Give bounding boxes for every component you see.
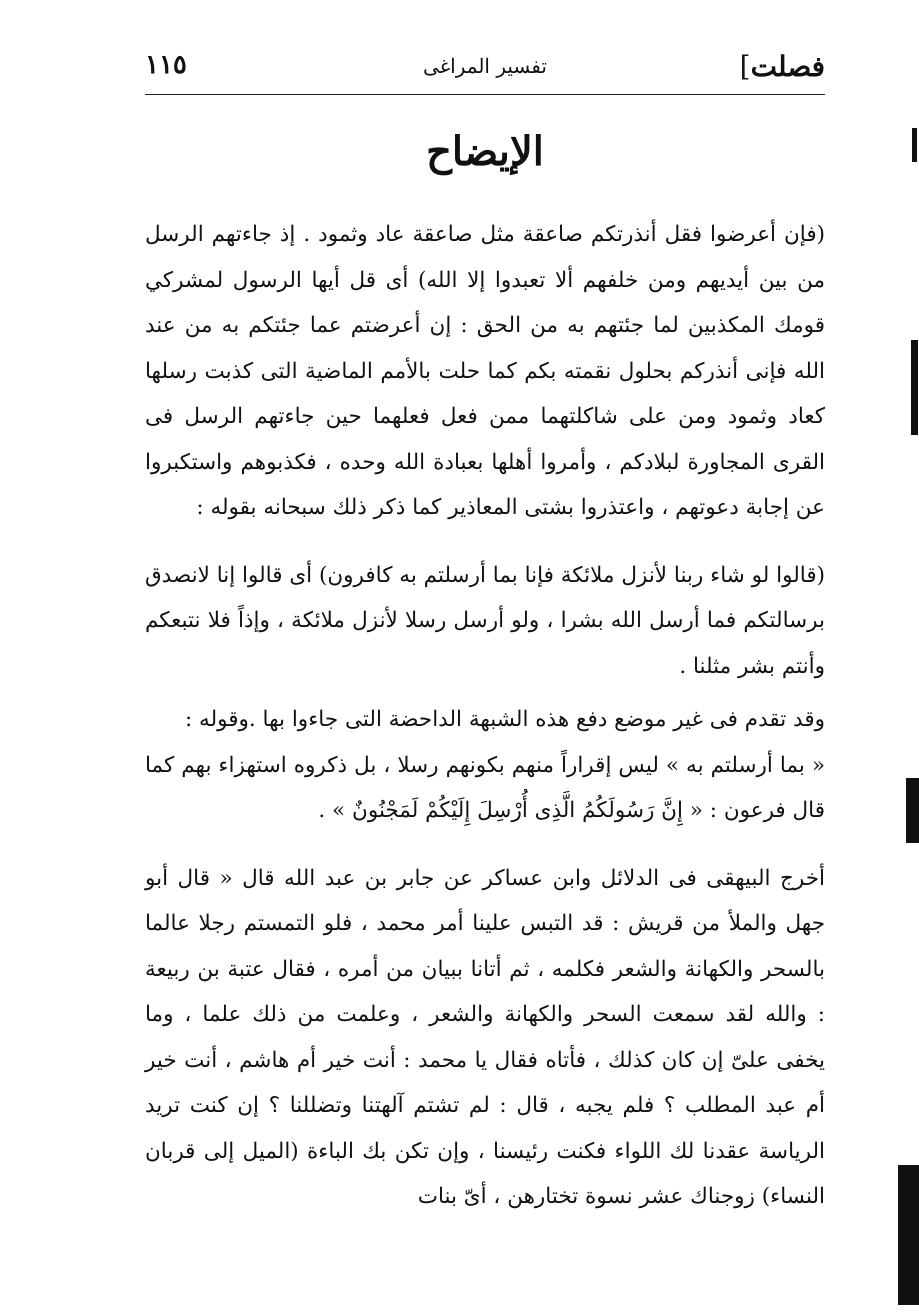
paragraph-5: أخرج البيهقى فى الدلائل وابن عساكر عن جابر بن عبد الله قال « قال أبو جهل والملأ من قريش : قد التبس علينا أمر محمد ، فلو التمستم رجلا عالما بالسحر والكهانة والشعر فكلمه ، ثم أتانا ببيان من أمره ، فقال عتبة بن ربيعة : والله لقد سمعت السحر والكهانة والشعر ، وعلمت من ذلك علما ، وما يخفى علىّ إن كان كذلك ، فأتاه فقال يا محمد : أنت خير أم هاشم ، أنت خير أم عبد المطلب ؟ فلم يجبه ، قال : لم تشتم آلهتنا وتضللنا ؟ إن كنت تريد الرياسة عقدنا لك اللواء فكنت رئيسنا ، وإن تكن بك الباءة (الميل إلى قربان النساء) زوجناك عشر نسوة تختارهن ، أىّ بنات — [145, 865, 825, 1209]
page-number: ١١٥ — [145, 50, 187, 80]
paragraph-1: (فإن أعرضوا فقل أنذرتكم صاعقة مثل صاعقة عاد وثمود . إذ جاءتهم الرسل من بين أيديهم ومن خلفهم ألا تعبدوا إلا الله) أى قل أيها الرسول لمشركي قومك المكذبين لما جئتهم به من الحق : إن أعرضتم عما جئتكم به من عند الله فإنى أنذركم بحلول نقمته بكم كما حلت بالأمم الماضية التى كذبت رسلها كعاد وثمود ومن على شاكلتهما ممن فعل فعلهما حين جاءتهم الرسل فى القرى المجاورة لبلادكم ، وأمروا أهلها بعبادة الله وحده ، فكذبوهم واستكبروا عن إجابة دعوتهم ، واعتذروا بشتى المعاذير كما ذكر ذلك سبحانه بقوله : — [145, 222, 825, 520]
scan-edge-mark — [906, 778, 919, 843]
section-heading: الإيضاح — [426, 128, 544, 175]
scan-edge-mark — [911, 340, 918, 435]
page-header — [145, 50, 825, 94]
scan-edge-mark — [898, 1165, 919, 1305]
paragraph-4: « بما أرسلتم به » ليس إقراراً منهم بكونهم رسلا ، بل ذكروه استهزاء بهم كما قال فرعون : « إِنَّ رَسُولَكُمُ الَّذِى أُرْسِلَ إِلَيْكُمْ لَمَجْنُونٌ » . — [145, 752, 825, 823]
paragraph-3: وقد تقدم فى غير موضع دفع هذه الشبهة الداحضة التى جاءوا بها .وقوله : — [184, 707, 825, 732]
book-title: تفسير المراغى — [423, 54, 547, 78]
chapter-label: فصلت — [750, 50, 825, 83]
paragraph-2: (قالوا لو شاء ربنا لأنزل ملائكة فإنا بما أرسلتم به كافرون) أى قالوا إنا لانصدق برسالتكم فما أرسل الله بشرا ، ولو أرسل رسلا لأنزل ملائكة ، وإذاً فلا نتبعكم وأنتم بشر مثلنا . — [145, 562, 825, 679]
body-text — [145, 212, 825, 1220]
chapter-bracket: ] — [739, 50, 751, 83]
scan-edge-mark — [912, 128, 917, 162]
header-rule — [145, 94, 825, 95]
